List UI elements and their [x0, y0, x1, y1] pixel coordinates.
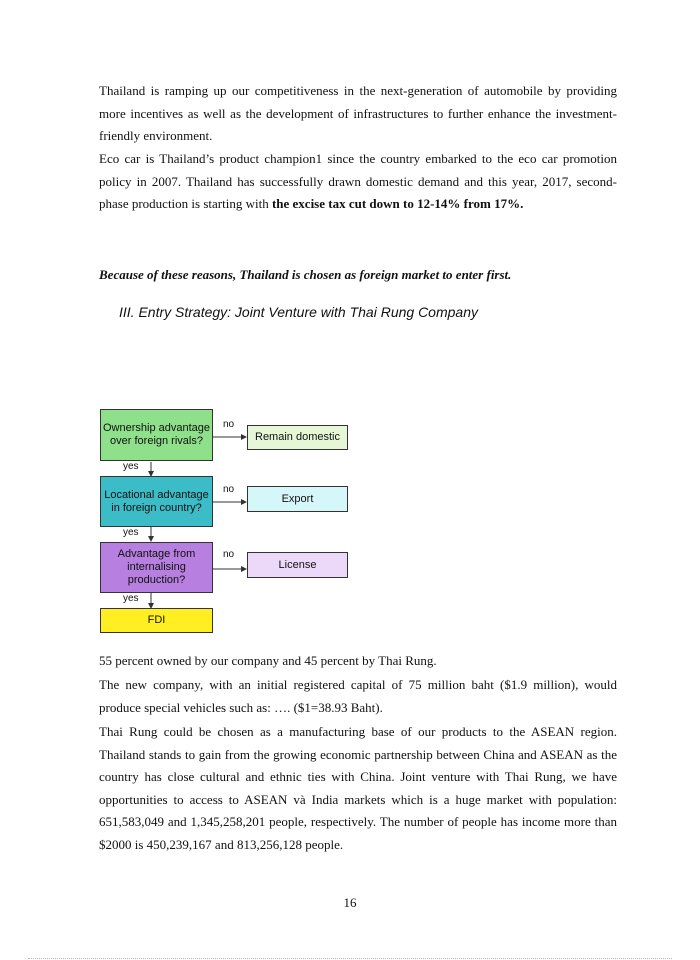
entry-mode-flowchart [96, 404, 356, 640]
paragraph-ownership-split: 55 percent owned by our company and 45 percent by Thai Rung. [99, 653, 437, 668]
ownership-advantage-box [100, 409, 213, 461]
yes-label-1: yes [123, 461, 139, 472]
section-heading: III. Entry Strategy: Joint Venture with Thai Rung Company [119, 304, 478, 320]
fdi-box [100, 608, 213, 633]
no-label-1: no [223, 419, 235, 430]
ownership-advantage-text: Ownership advantage over foreign rivals? [102, 422, 210, 447]
page-number: 16 [343, 895, 357, 910]
locational-advantage-box [100, 476, 213, 527]
eco-car-text: Eco car is Thailand’s product champion1 since the country embarked to the eco car promotion policy in 2007. Thailand has successfully drawn domestic demand and this year, 2017, second-phase production is starting with [99, 151, 617, 211]
internalising-advantage-text: Advantage from internalising production? [117, 548, 196, 586]
remain-domestic-box [247, 425, 348, 450]
yes-label-3: yes [123, 593, 139, 604]
internalising-advantage-box [100, 542, 213, 593]
no-label-3: no [223, 549, 235, 560]
no-label-2: no [223, 484, 235, 495]
export-text: Export [281, 492, 314, 505]
paragraph-eco-car [99, 148, 617, 216]
remain-domestic-text: Remain domestic [255, 431, 340, 443]
locational-advantage-text: Locational advantage in foreign country? [104, 488, 209, 514]
license-box [247, 552, 348, 578]
yes-label-2: yes [123, 527, 139, 538]
paragraph-competitiveness: Thailand is ramping up our competitiveness in the next-generation of automobile by providing more incentives as well as the development of infrastructures to further enhance the investment-friendly environment. [99, 83, 617, 143]
export-box [247, 486, 348, 512]
reasons-statement: Because of these reasons, Thailand is chosen as foreign market to enter first. [99, 267, 512, 282]
page-bottom-divider [28, 958, 672, 959]
fdi-text: FDI [147, 614, 166, 626]
paragraph-thai-rung-base: Thai Rung could be chosen as a manufacturing base of our products to the ASEAN region. Thailand stands to gain from the growing economic partnership between China and ASEAN as the country has close cultural and ethnic ties with China. Joint venture with Thai Rung, we have opportunities to access to ASEAN và India markets which is a huge market with population: 651,583,049 and 1,345,258,201 people, respectively. The number of people has income more than $2000 is 450,239,167 and 813,256,128 people. [99, 724, 617, 852]
excise-tax-bold: the excise tax cut down to 12-14% from 17%. [271, 196, 524, 211]
license-text: License [278, 558, 317, 571]
paragraph-registered-capital: The new company, with an initial registered capital of 75 million baht ($1.9 million), would produce special vehicles such as: …. ($1=38.93 Baht). [99, 677, 617, 715]
